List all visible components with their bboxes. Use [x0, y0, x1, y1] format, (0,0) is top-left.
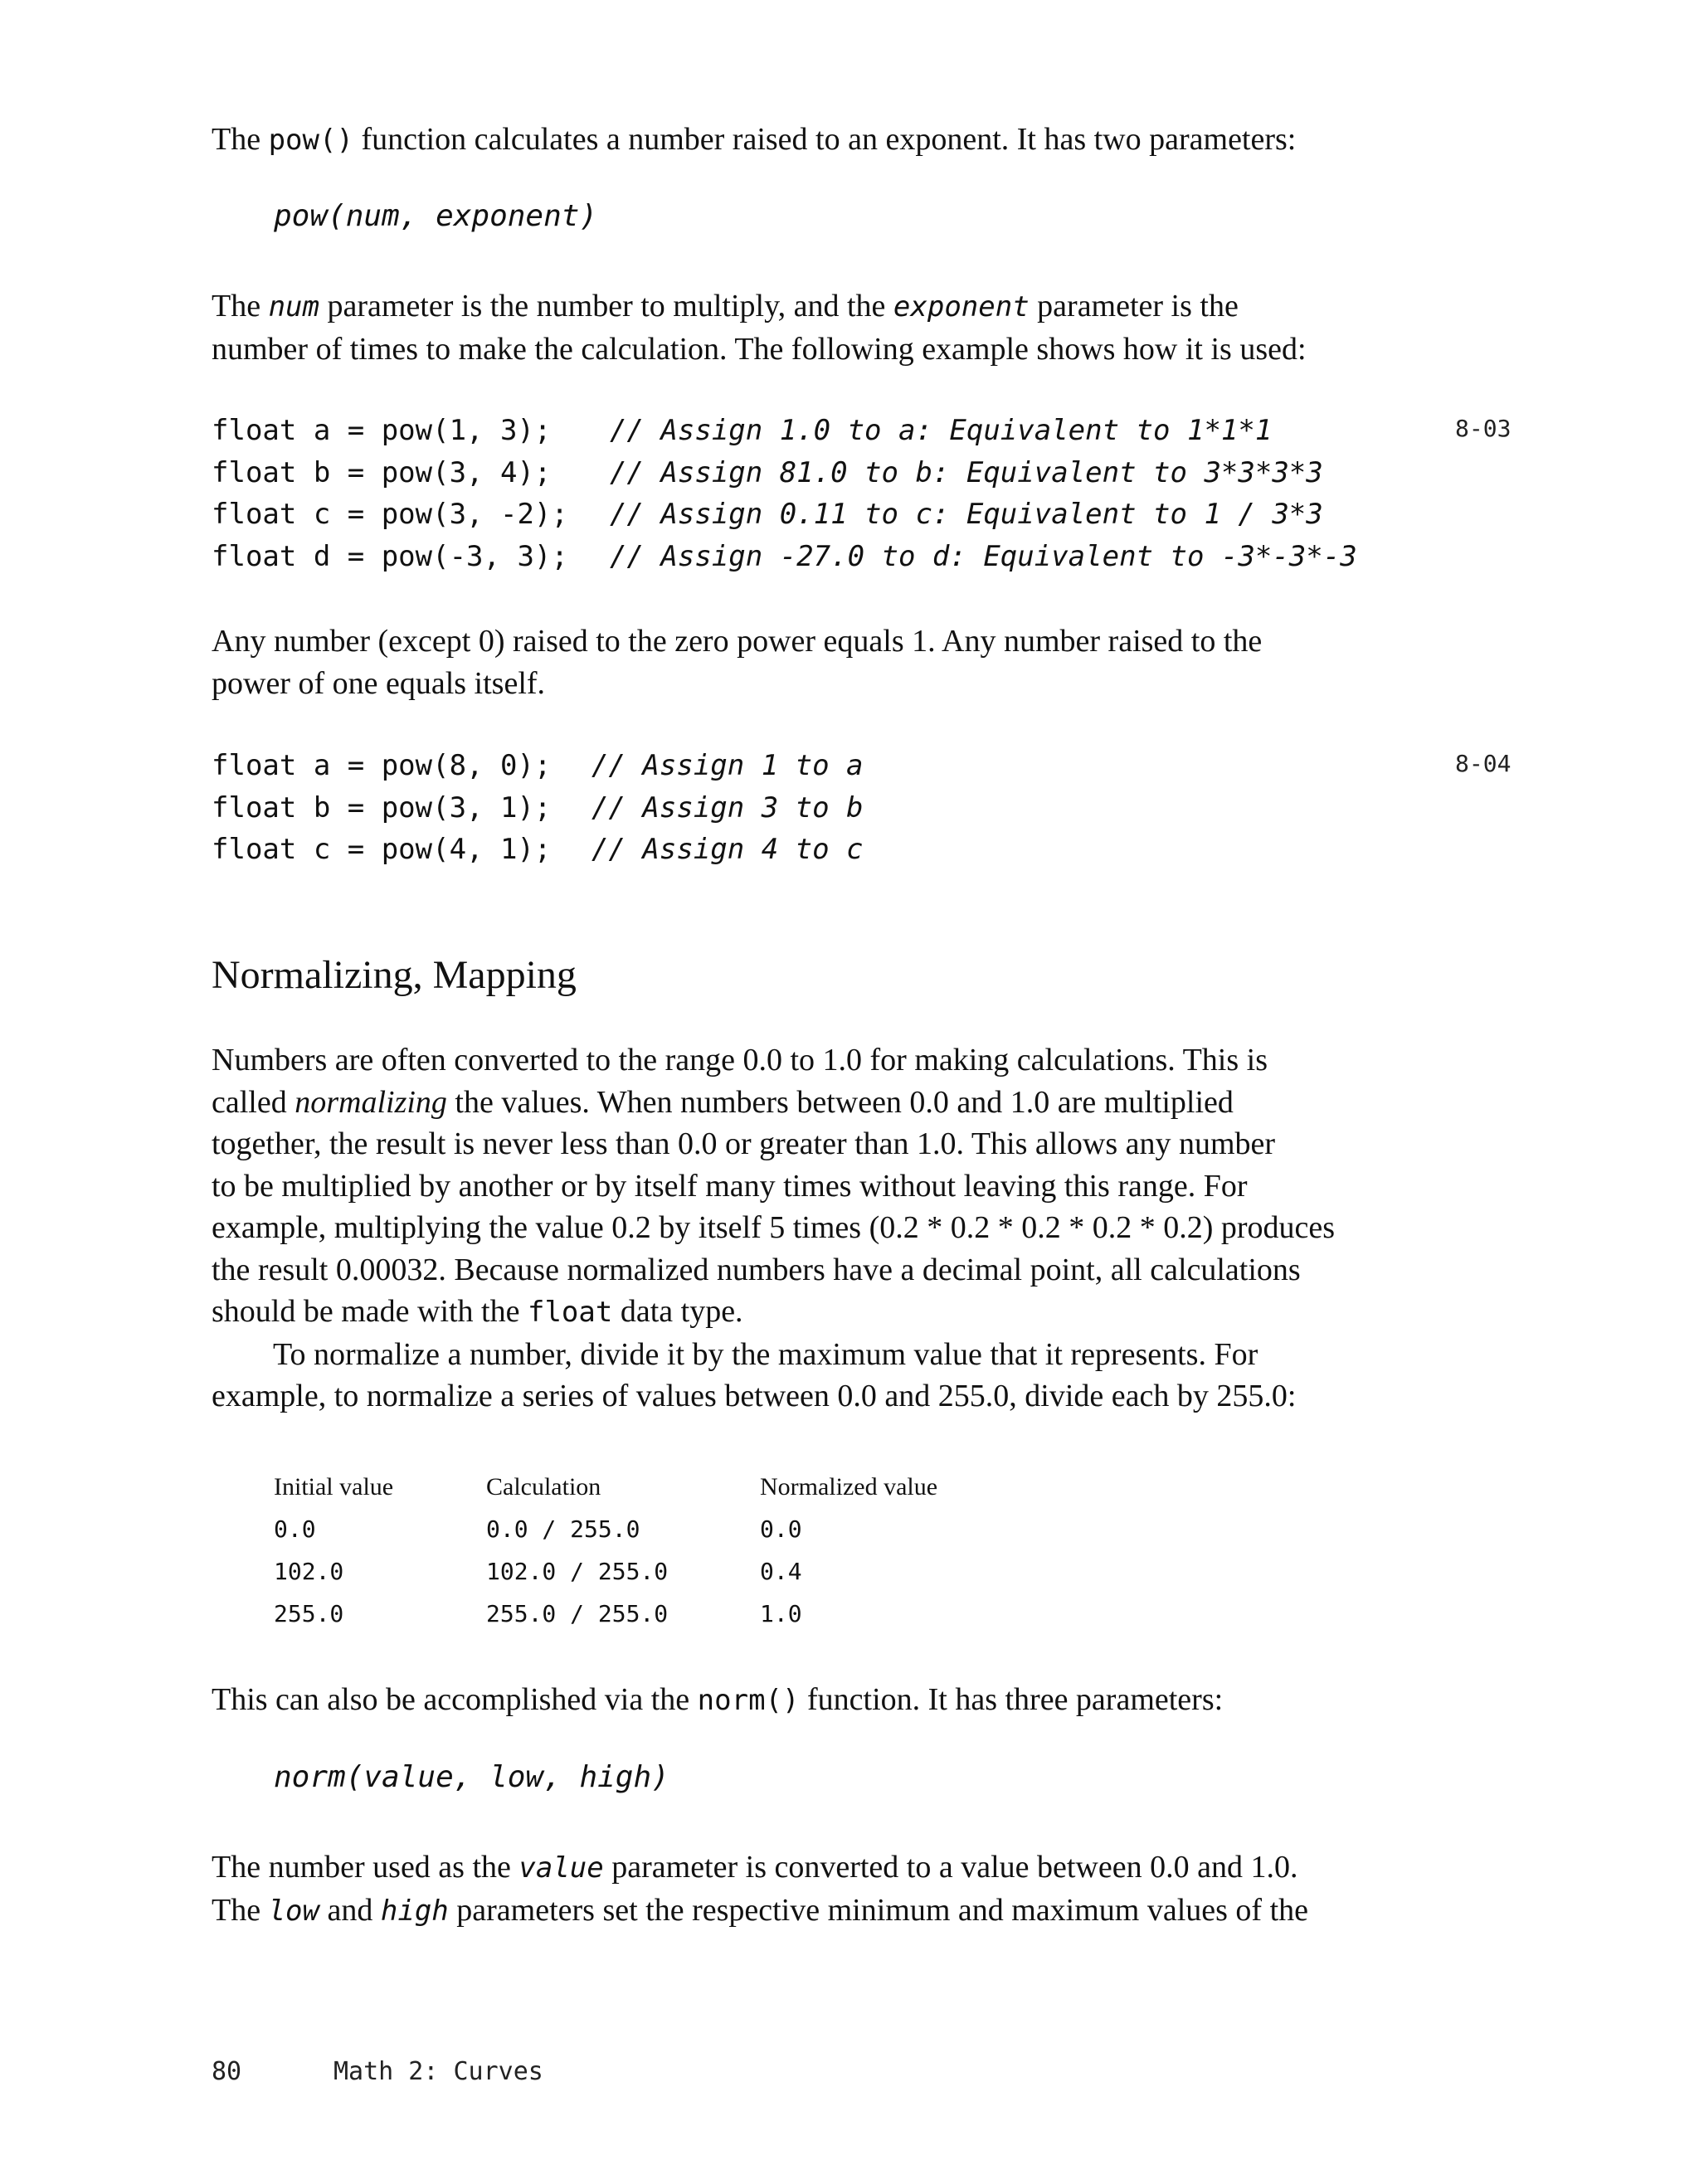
table-cell: 0.0 / 255.0: [486, 1515, 640, 1543]
text-run: function. It has three parameters:: [799, 1682, 1224, 1717]
code-statement: float d = pow(-3, 3);: [212, 539, 568, 573]
code-line: [212, 494, 1357, 536]
column-header: Calculation: [486, 1473, 601, 1501]
inline-code-exponent: exponent: [893, 290, 1030, 323]
text-run: The: [212, 289, 269, 323]
text-line: To normalize a number, divide it by the maximum value that it represents. For: [273, 1336, 1258, 1372]
column-header: Initial value: [274, 1473, 394, 1501]
code-block-8-04: [212, 745, 864, 871]
text-line: example, multiplying the value 0.2 by itself 5 times (0.2 * 0.2 * 0.2 * 0.2 * 0.2) produces: [212, 1210, 1336, 1245]
code-block-8-03: [212, 410, 1357, 577]
table-cell: 0.0: [274, 1515, 316, 1543]
table-cell: 102.0 / 255.0: [486, 1558, 669, 1585]
code-statement: float b = pow(3, 1);: [212, 790, 552, 824]
table-row: [274, 1508, 1009, 1550]
table-header-row: [274, 1467, 1009, 1508]
text-run: called: [212, 1084, 295, 1120]
paragraph-zero-power: [212, 620, 1473, 704]
text-line: number of times to make the calculation. The following example shows how it is used:: [212, 331, 1307, 367]
paragraph-norm-params: [212, 1846, 1473, 1932]
inline-code-low: low: [268, 1894, 319, 1928]
table-row: [274, 1593, 1009, 1635]
code-comment: // Assign 4 to c: [591, 833, 864, 866]
column-header: Normalized value: [760, 1473, 938, 1501]
table-row: [274, 1550, 1009, 1593]
inline-code-norm: norm(): [697, 1684, 800, 1717]
example-ref-8-04: 8-04: [1455, 750, 1512, 777]
code-line: [212, 745, 864, 787]
pow-signature: pow(num, exponent): [274, 199, 598, 233]
page-number: 80: [212, 2057, 242, 2086]
example-ref-8-03: 8-03: [1455, 415, 1512, 442]
inline-code-pow: pow(): [268, 124, 353, 157]
code-line: [212, 536, 1357, 578]
text-run: The number used as the: [212, 1850, 519, 1885]
code-line: [212, 829, 864, 871]
text-run: The: [212, 122, 269, 157]
code-comment: // Assign -27.0 to d: Equivalent to -3*-3*-3: [610, 539, 1357, 573]
text-run: The: [212, 1892, 269, 1928]
table-cell: 0.4: [760, 1558, 802, 1585]
text-run: parameter is the number to multiply, and the: [319, 289, 893, 323]
text-run: parameters set the respective minimum and maximum values of the: [448, 1892, 1309, 1928]
table-cell: 102.0: [274, 1558, 344, 1585]
code-line: [212, 787, 864, 829]
text-run: the values. When numbers between 0.0 and 1.0 are multiplied: [446, 1084, 1234, 1120]
norm-signature: norm(value, low, high): [274, 1760, 669, 1794]
text-line: Any number (except 0) raised to the zero power equals 1. Any number raised to the: [212, 624, 1263, 659]
table-cell: 255.0 / 255.0: [486, 1600, 669, 1627]
text-run: data type.: [612, 1294, 743, 1329]
normalization-table: [274, 1467, 1009, 1635]
emphasis-normalizing: normalizing: [295, 1084, 447, 1120]
text-line: together, the result is never less than 0.0 or greater than 1.0. This allows any number: [212, 1126, 1276, 1161]
text-line: Numbers are often converted to the range 0.0 to 1.0 for making calculations. This is: [212, 1043, 1268, 1077]
paragraph-norm-intro: [212, 1679, 1473, 1722]
code-comment: // Assign 1.0 to a: Equivalent to 1*1*1: [610, 414, 1273, 447]
paragraph-pow-intro: [212, 119, 1473, 162]
code-statement: float c = pow(4, 1);: [212, 833, 552, 866]
text-run: function calculates a number raised to an exponent. It has two parameters:: [353, 122, 1297, 157]
text-run: and: [319, 1892, 381, 1928]
text-line: to be multiplied by another or by itself many times without leaving this range. For: [212, 1168, 1248, 1204]
code-statement: float a = pow(8, 0);: [212, 749, 552, 782]
code-statement: float c = pow(3, -2);: [212, 498, 568, 531]
paragraph-pow-params: [212, 285, 1473, 370]
code-line: [212, 452, 1357, 494]
code-comment: // Assign 3 to b: [591, 790, 864, 824]
text-line: power of one equals itself.: [212, 665, 546, 701]
code-comment: // Assign 0.11 to c: Equivalent to 1 / 3*3: [610, 498, 1323, 531]
paragraph-normalizing: [212, 1039, 1473, 1418]
table-cell: 1.0: [760, 1600, 802, 1627]
inline-code-value: value: [518, 1851, 604, 1885]
inline-code-float: float: [527, 1296, 613, 1329]
code-comment: // Assign 81.0 to b: Equivalent to 3*3*3*3: [610, 455, 1323, 489]
code-statement: float a = pow(1, 3);: [212, 414, 552, 447]
inline-code-num: num: [268, 290, 319, 323]
code-line: [212, 410, 1357, 452]
text-run: parameter is converted to a value between 0.0 and 1.0.: [603, 1850, 1298, 1885]
text-run: This can also be accomplished via the: [212, 1682, 698, 1717]
code-statement: float b = pow(3, 4);: [212, 455, 552, 489]
table-cell: 0.0: [760, 1515, 802, 1543]
inline-code-high: high: [380, 1894, 449, 1928]
text-line: example, to normalize a series of values between 0.0 and 255.0, divide each by 255.0:: [212, 1379, 1297, 1413]
table-cell: 255.0: [274, 1600, 344, 1627]
text-run: parameter is the: [1029, 289, 1239, 323]
chapter-title: Math 2: Curves: [333, 2057, 543, 2086]
code-comment: // Assign 1 to a: [591, 749, 864, 782]
text-run: should be made with the: [212, 1294, 528, 1329]
text-line: the result 0.00032. Because normalized numbers have a decimal point, all calculations: [212, 1252, 1301, 1287]
section-heading: Normalizing, Mapping: [212, 953, 577, 997]
